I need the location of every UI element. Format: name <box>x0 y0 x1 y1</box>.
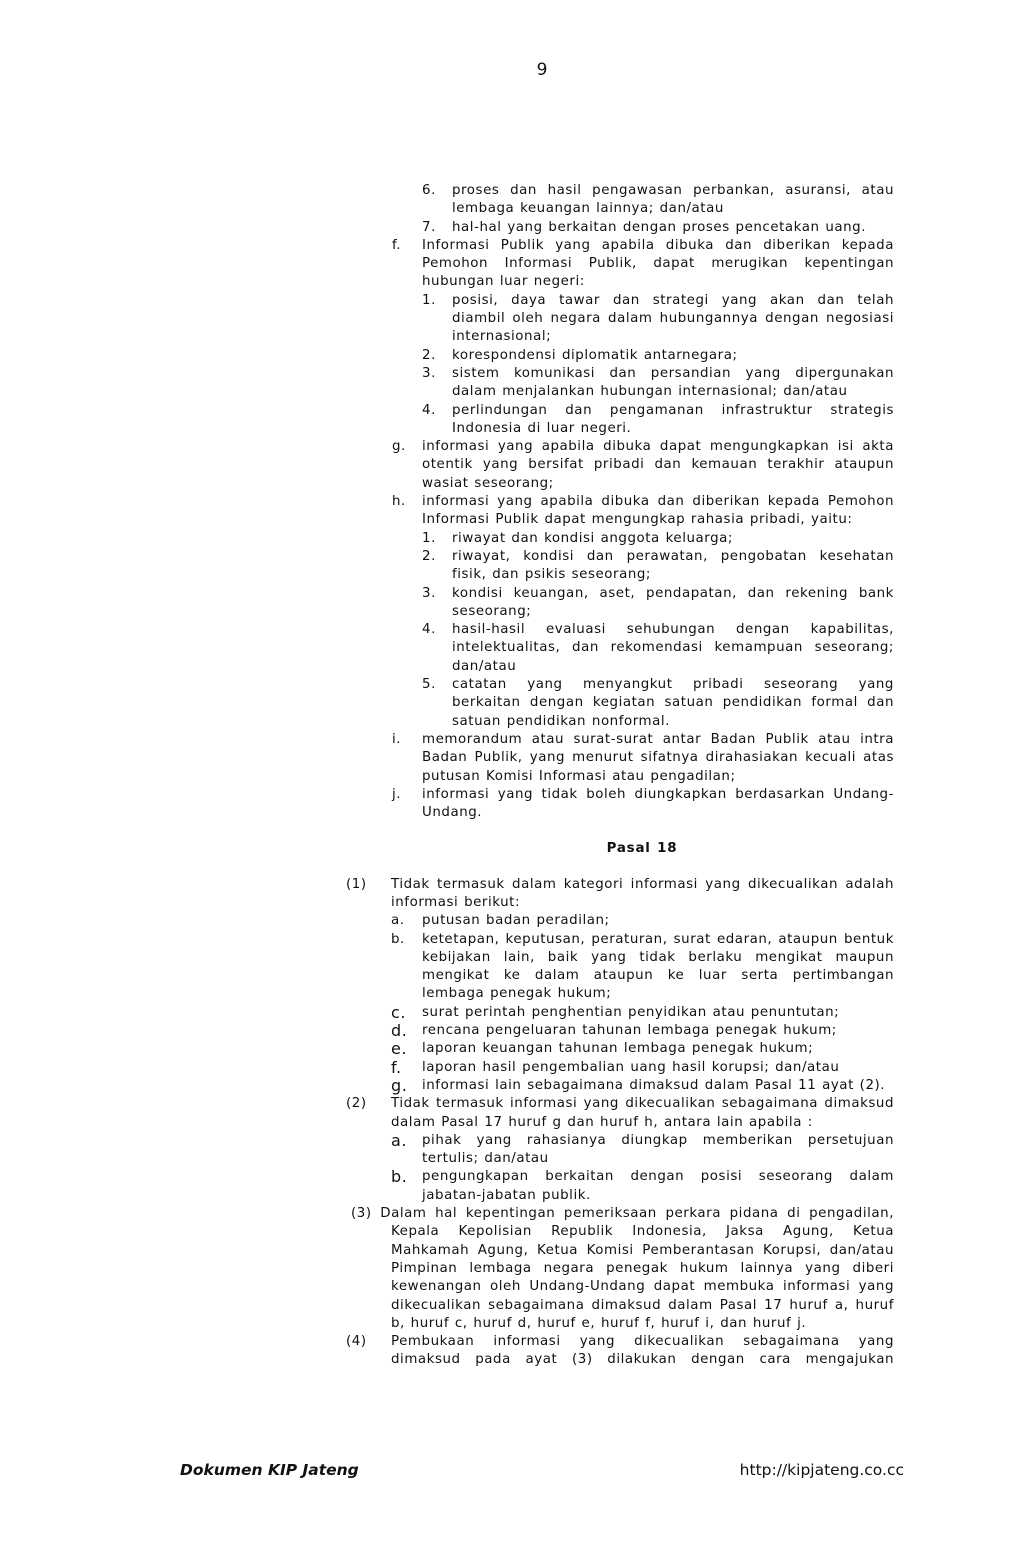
ayat-2: (2) Tidak termasuk informasi yang dikecualikan sebagaimana dimaksud dalam Pasal 17 huruf g dan huruf h, antara lain apabila : <box>346 1096 894 1130</box>
article-heading: Pasal 18 <box>606 841 678 857</box>
document-body <box>0 182 1024 1370</box>
list-item-f: f. Informasi Publik yang apabila dibuka dan diberikan kepada Pemohon Informasi Publik, dapat merugikan kepentingan hubungan luar negeri: <box>392 237 894 290</box>
list-item-i: i. memorandum atau surat-surat antar Badan Publik atau intra Badan Publik, yang menurut sifatnya dirahasiakan kecuali atas putusan Komisi Informasi atau pengadilan; <box>392 731 894 784</box>
list-item: b. ketetapan, keputusan, peraturan, surat edaran, ataupun bentuk kebijakan lain, baik yang tidak berlaku mengikat maupun mengikat ke dalam ataupun ke luar serta pertimbangan lembaga penegak hukum; <box>391 931 894 1002</box>
list-item: 1. posisi, daya tawar dan strategi yang akan dan telah diambil oleh negara dalam hubungannya dengan negosiasi internasional; <box>422 292 894 345</box>
list-item: a. putusan badan peradilan; <box>391 913 610 929</box>
list-item-h: h. informasi yang apabila dibuka dan diberikan kepada Pemohon Informasi Publik dapat mengungkap rahasia pribadi, yaitu: <box>392 494 894 528</box>
list-item: 6. proses dan hasil pengawasan perbankan, asuransi, atau lembaga keuangan lainnya; dan/atau <box>422 183 894 217</box>
list-item: 3. kondisi keuangan, aset, pendapatan, dan rekening bank seseorang; <box>422 585 894 619</box>
list-item: 4. perlindungan dan pengamanan infrastruktur strategis Indonesia di luar negeri. <box>422 402 894 436</box>
list-item: 7. hal-hal yang berkaitan dengan proses pencetakan uang. <box>422 219 867 235</box>
list-item: 4. hasil-hasil evaluasi sehubungan dengan kapabilitas, intelektualitas, dan rekomendasi kemampuan seseorang; dan/atau <box>422 622 894 674</box>
list-item: b. pengungkapan berkaitan dengan posisi seseorang dalam jabatan-jabatan publik. <box>391 1167 894 1203</box>
list-item: 2. riwayat, kondisi dan perawatan, pengobatan kesehatan fisik, dan psikis seseorang; <box>422 548 894 583</box>
list-item: f. laporan hasil pengembalian uang hasil korupsi; dan/atau <box>391 1057 840 1077</box>
ayat-3: (3) Dalam hal kepentingan pemeriksaan perkara pidana di pengadilan, Kepala Kepolisian Republik Indonesia, Jaksa Agung, Ketua Mahkamah Agung, Ketua Komisi Pemberantasan Korupsi, dan/atau Pimpinan lembaga negara penegak hukum lainnya yang diberi kewenangan oleh Undang-Undang dapat membuka informasi yang dikecualikan sebagaimana dimaksud dalam Pasal 17 huruf a, huruf b, huruf c, huruf d, huruf e, huruf f, huruf i, dan huruf j. <box>351 1206 894 1331</box>
list-item: d. rencana pengeluaran tahunan lembaga penegak hukum; <box>391 1021 837 1041</box>
list-item-g: g. informasi yang apabila dibuka dapat mengungkapkan isi akta otentik yang bersifat pribadi dan kemauan terakhir ataupun wasiat seseorang; <box>392 439 894 491</box>
ayat-1: (1) Tidak termasuk dalam kategori informasi yang dikecualikan adalah informasi berikut: <box>346 876 894 910</box>
list-item: 1. riwayat dan kondisi anggota keluarga; <box>422 530 733 546</box>
list-item: 3. sistem komunikasi dan persandian yang dipergunakan dalam menjalankan hubungan internasional; dan/atau <box>422 365 894 400</box>
ayat-4: (4) Pembukaan informasi yang dikecualikan sebagaimana yang dimaksud pada ayat (3) dilakukan dengan cara mengajukan <box>346 1334 894 1368</box>
list-item: 5. catatan yang menyangkut pribadi seseorang yang berkaitan dengan kegiatan satuan pendidikan formal dan satuan pendidikan nonformal. <box>422 677 894 729</box>
footer-document-title: Dokumen KIP Jateng <box>180 1461 359 1479</box>
list-item: 2. korespondensi diplomatik antarnegara; <box>422 347 738 363</box>
list-item: g. informasi lain sebagaimana dimaksud dalam Pasal 11 ayat (2). <box>391 1075 886 1095</box>
list-item-j: j. informasi yang tidak boleh diungkapkan berdasarkan Undang-Undang. <box>392 786 894 821</box>
list-item: a. pihak yang rahasianya diungkap memberikan persetujuan tertulis; dan/atau <box>391 1130 894 1167</box>
footer-url: http://kipjateng.co.cc <box>739 1461 904 1479</box>
page-number: 9 <box>536 60 548 80</box>
list-item: e. laporan keuangan tahunan lembaga penegak hukum; <box>391 1039 814 1059</box>
list-item: c. surat perintah penghentian penyidikan atau penuntutan; <box>391 1002 840 1022</box>
